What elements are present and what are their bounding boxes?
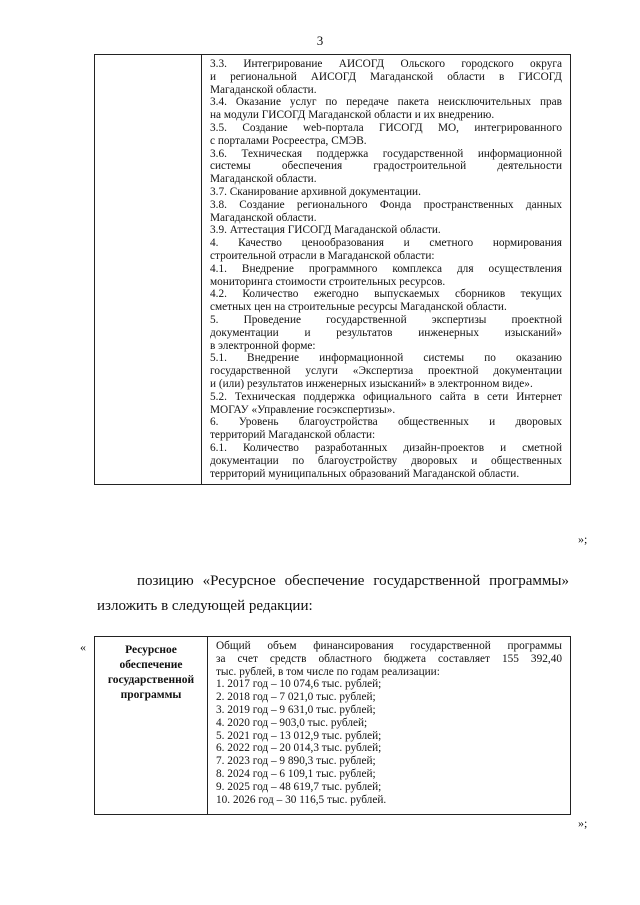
goal-line: 5. Проведение государственной экспертизы проектной: [210, 313, 562, 326]
financing-line: 4. 2020 год – 903,0 тыс. рублей;: [216, 716, 368, 729]
financing-line: за счет средств областного бюджета составляет 155 392,40: [216, 652, 562, 665]
page-number: 3: [316, 33, 324, 48]
table-row: [95, 55, 571, 485]
goal-line: 4.1. Внедрение программного комплекса для осуществления: [210, 262, 562, 275]
goal-line: мониторинга стоимости строительных ресурсов.: [210, 275, 446, 288]
goal-line: 4.2. Количество ежегодно выпускаемых сборников текущих: [210, 288, 562, 301]
goal-line: 3.3. Интегрирование АИСОГД Ольского городского округа: [210, 58, 562, 70]
financing-line: 9. 2025 год – 48 619,7 тыс. рублей;: [216, 780, 382, 793]
goal-line: документации по благоустройству дворовых и общественных: [210, 454, 562, 467]
financing-line: Общий объем финансирования государственной программы: [216, 640, 562, 652]
goal-line: МОГАУ «Управление госэкспертизы».: [210, 403, 396, 416]
goal-line: на модули ГИСОГД Магаданской области и их внедрению.: [210, 109, 495, 122]
financing-line: 2. 2018 год – 7 021,0 тыс. рублей;: [216, 691, 376, 704]
goal-line: 3.7. Сканирование архивной документации.: [210, 185, 421, 198]
financing-line: 8. 2024 год – 6 109,1 тыс. рублей;: [216, 767, 376, 780]
goal-line: в электронной форме:: [210, 339, 316, 352]
closing-quote-mark-2: »;: [578, 816, 588, 830]
goal-line: и региональной АИСОГД Магаданской области в ГИСОГД: [210, 70, 562, 83]
goal-line: 3.9. Аттестация ГИСОГД Магаданской области.: [210, 224, 441, 237]
paragraph-line-1: позицию «Ресурсное обеспечение государственной программы»: [137, 573, 569, 589]
goal-line: с порталами Росреестра, СМЭВ.: [210, 134, 367, 147]
goal-line: Магаданской области.: [210, 173, 317, 186]
goal-line: 6. Уровень благоустройства общественных и дворовых: [210, 416, 562, 429]
closing-quote-mark: »;: [578, 532, 588, 546]
goal-line: системы обеспечения градостроительной деятельности: [210, 160, 562, 173]
financing-line: 6. 2022 год – 20 014,3 тыс. рублей;: [216, 742, 382, 755]
goal-line: 3.6. Техническая поддержка государственной информационной: [210, 147, 562, 160]
goal-line: территорий муниципальных образований Магаданской области.: [210, 467, 520, 480]
goal-line: и (или) результатов инженерных изысканий» в электронном виде».: [210, 377, 533, 390]
table-row: [95, 637, 571, 815]
financing-line: 10. 2026 год – 30 116,5 тыс. рублей.: [216, 793, 387, 806]
goal-line: Магаданской области.: [210, 211, 317, 224]
goal-line: сметных цен на строительные ресурсы Магаданской области.: [210, 301, 507, 314]
goal-line: территорий Магаданской области:: [210, 429, 376, 442]
goal-line: 6.1. Количество разработанных дизайн-проектов и сметной: [210, 441, 562, 454]
financing-line: тыс. рублей, в том числе по годам реализации:: [216, 665, 440, 678]
goal-line: государственной услуги «Экспертиза проектной документации: [210, 365, 562, 378]
financing-line: 3. 2019 год – 9 631,0 тыс. рублей;: [216, 703, 376, 716]
resources-label: Ресурсное обеспечение государственной программы: [95, 637, 208, 815]
goals-text: [210, 58, 562, 480]
financing-line: 7. 2023 год – 9 890,3 тыс. рублей;: [216, 755, 376, 768]
financing-line: 5. 2021 год – 13 012,9 тыс. рублей;: [216, 729, 382, 742]
goal-line: 5.1. Внедрение информационной системы по оказанию: [210, 352, 562, 365]
goals-table: [94, 54, 571, 485]
goal-line: Магаданской области.: [210, 83, 317, 96]
goal-line: 3.5. Создание web-портала ГИСОГД МО, интегрированного: [210, 121, 562, 134]
goal-line: 5.2. Техническая поддержка официального сайта в сети Интернет: [210, 390, 562, 403]
resources-cell: [208, 637, 571, 815]
goal-line: строительной отрасли в Магаданской области:: [210, 249, 435, 262]
goal-line: 3.8. Создание регионального Фонда пространственных данных: [210, 198, 562, 211]
goals-cell: [202, 55, 571, 485]
goal-line: документации и результатов инженерных изысканий»: [210, 326, 562, 339]
goal-line: 3.4. Оказание услуг по передаче пакета неисключительных прав: [210, 96, 562, 109]
opening-quote-mark: «: [80, 640, 86, 654]
financing-line: 1. 2017 год – 10 074,6 тыс. рублей;: [216, 678, 382, 691]
financing-text: [216, 640, 562, 806]
empty-label-cell: [95, 55, 202, 485]
resources-table: [94, 636, 571, 815]
goal-line: 4. Качество ценообразования и сметного нормирования: [210, 237, 562, 250]
paragraph-line-2: изложить в следующей редакции:: [97, 598, 313, 614]
